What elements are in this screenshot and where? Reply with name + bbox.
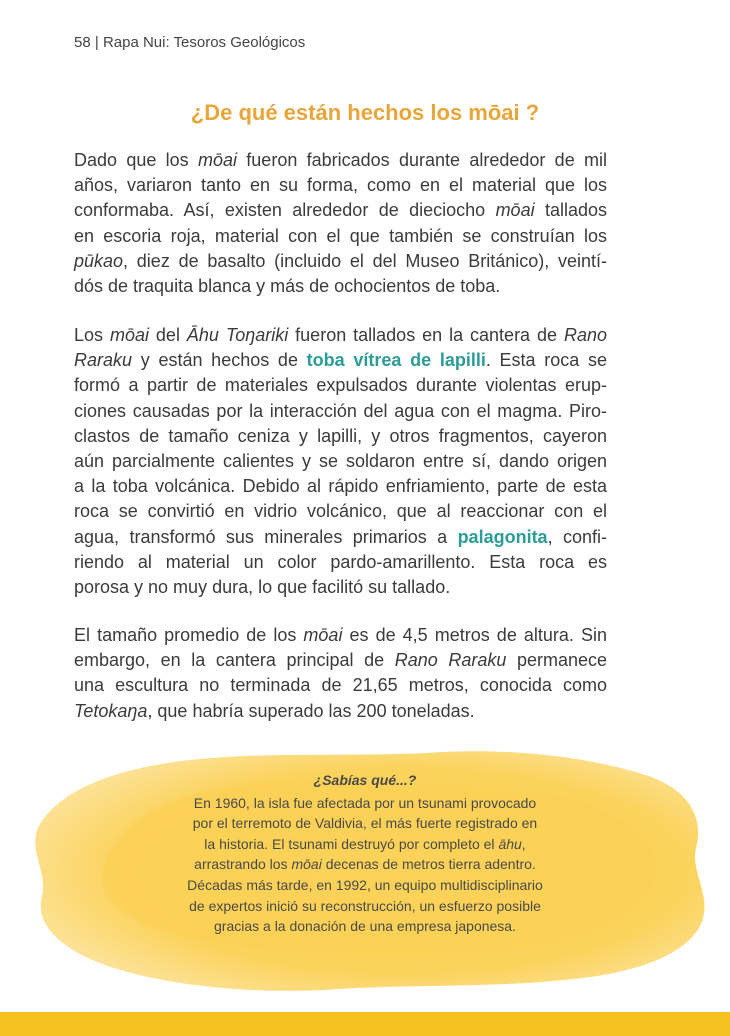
text-line: formó a partir de materiales expulsados durante violentas erup- [74, 375, 607, 396]
page-number: 58 [74, 34, 91, 51]
highlight-term: toba vítrea de lapilli [306, 350, 486, 371]
box-title: ¿Sabías qué...? [313, 772, 417, 788]
box-line: En 1960, la isla fue afectada por un tsunami provocado [193, 794, 537, 811]
box-line: arrastrando los mōai decenas de metros tierra adentro. [194, 856, 536, 873]
box-line: la historia. El tsunami destruyó por completo el āhu, [204, 835, 526, 852]
text-line: en escoria roja, material con el que también se construían los [74, 225, 607, 246]
text-line: Tetokaŋa, que habría superado las 200 toneladas. [74, 700, 475, 721]
text-line: una escultura no terminada de 21,65 metros, conocida como [74, 675, 607, 696]
text-line: a la toba volcánica. Debido al rápido enfriamiento, parte de esta [74, 476, 607, 497]
text-line: Los mōai del Āhu Toŋariki fueron tallados en la cantera de Rano [74, 325, 607, 345]
text-line: ciones causadas por la interacción del agua con el magma. Piro- [74, 400, 607, 421]
did-you-know-box [0, 770, 730, 937]
text-line: riendo al material un color pardo-amarillento. Esta roca es [74, 551, 607, 572]
box-line: por el terremoto de Valdivia, el más fuerte registrado en [192, 815, 538, 832]
text-line: aún parcialmente calientes y se soldaron entre sí, dando origen [74, 451, 607, 472]
section-title: ¿De qué están hechos los mōai ? [190, 100, 540, 125]
page-header [74, 34, 305, 51]
text-line: dós de traquita blanca y más de ochocientos de toba. [74, 276, 501, 297]
text-line: porosa y no muy dura, lo que facilitó su tallado. [74, 577, 451, 598]
text-line: agua, transformó sus minerales primarios a palagonita, confi- [74, 526, 607, 547]
paragraph-2 [74, 323, 607, 600]
text-line: conformaba. Así, existen alrededor de dieciocho mōai tallados [74, 200, 608, 221]
box-line: Décadas más tarde, en 1992, un equipo multidisciplinario [187, 876, 543, 893]
text-line: años, variaron tanto en su forma, como en el material que los [74, 175, 607, 196]
text-line: pūkao, diez de basalto (incluido el del Museo Británico), veintí- [74, 250, 607, 271]
bottom-color-bar [0, 1012, 730, 1036]
box-line: de expertos inició su reconstrucción, un esfuerzo posible [189, 897, 541, 914]
text-line: Dado que los mōai fueron fabricados durante alrededor de mil [74, 150, 607, 170]
highlight-term: palagonita [457, 526, 548, 547]
header-separator: | [94, 34, 99, 51]
text-line: clastos de tamaño ceniza y lapilli, y otros fragmentos, cayeron [74, 425, 607, 446]
box-line: gracias a la donación de una empresa japonesa. [214, 918, 516, 935]
text-line: El tamaño promedio de los mōai es de 4,5 metros de altura. Sin [74, 625, 607, 645]
text-line: roca se convirtió en vidrio volcánico, que al reaccionar con el [74, 501, 607, 522]
text-line: embargo, en la cantera principal de Rano Raraku permanece [74, 650, 607, 671]
paragraph-3 [74, 623, 607, 724]
text-line: Raraku y están hechos de toba vítrea de lapilli. Esta roca se [74, 350, 608, 371]
book-title: Rapa Nui: Tesoros Geológicos [102, 34, 306, 51]
paragraph-1 [74, 148, 607, 299]
